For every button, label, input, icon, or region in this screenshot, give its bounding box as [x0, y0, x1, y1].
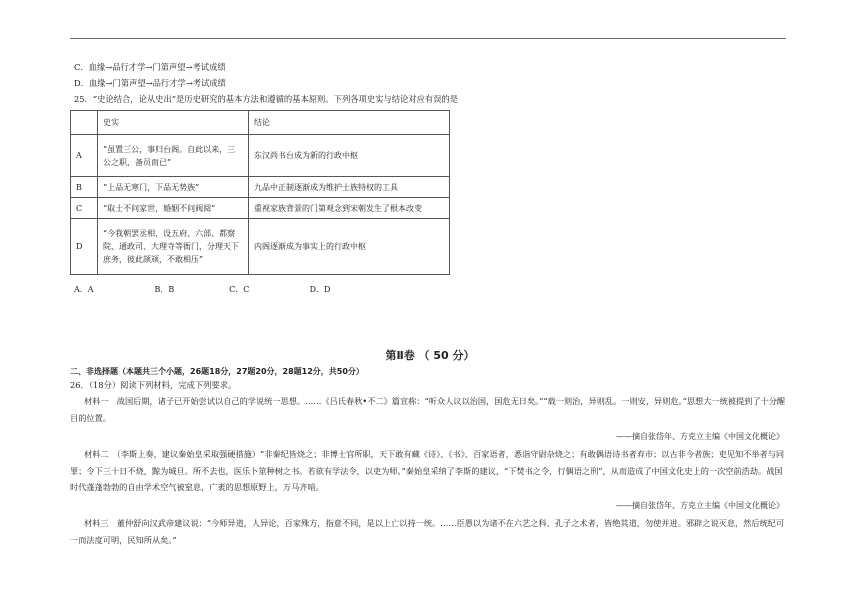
table-row: [71, 198, 450, 219]
table-row: [71, 177, 450, 198]
material-1-source: ——摘自张岱年、方克立主编《中国文化概论》: [616, 432, 784, 441]
answer-a: A．A: [74, 285, 94, 294]
option-c: C．血缘→品行才学→门第声望→考试成绩: [74, 62, 226, 72]
table-header-cell: [71, 111, 98, 135]
row-label: B: [71, 177, 98, 198]
question-25-table: [70, 110, 450, 275]
answer-c: C．C: [229, 285, 250, 294]
table-row: [71, 219, 450, 275]
answer-choices: [74, 284, 330, 295]
section-heading: 二、非选择题（本题共三个小题，26题18分，27题20分，28题12分，共50分）: [70, 367, 364, 376]
table-row: [71, 135, 450, 177]
header-rule: [70, 38, 786, 39]
material-2: 材料二 （李斯上奏，建议秦始皇采取强硬措施）“非秦纪皆烧之；非博士官所职，天下敢有藏《诗》、《书》、百家语者，悉诣守尉杂烧之；有敢偶语诗书者弃市；以古非今者族；吏见知不举者与同罪；令下三十日不烧，黥为城旦。所不去也，医乐卜筮种树之书。若欲有学法令，以吏为师。”秦始皇采纳了李斯的建议，“下焚书之令，行偶语之刑”，从而造成了中国文化史上的一次空前浩劫。战国时代蓬蓬勃勃的自由学术空气被窒息，广袤的思想原野上，万马齐喑。: [70, 449, 785, 492]
option-d: D．血缘→门第声望→品行才学→考试成绩: [74, 78, 226, 88]
row-conclusion: 九品中正制逐渐成为维护士族特权的工具: [249, 177, 450, 198]
section-title: 第Ⅱ卷 （ 50 分）: [385, 349, 475, 362]
material-2-source: ——摘自张岱年、方克立主编《中国文化概论》: [616, 501, 784, 510]
table-header-cell: 结论: [249, 111, 450, 135]
row-fact: “上品无寒门，下品无势族”: [98, 177, 249, 198]
row-conclusion: 内阁逐渐成为事实上的行政中枢: [249, 219, 450, 275]
row-label: D: [71, 219, 98, 275]
row-label: C: [71, 198, 98, 219]
material-1: 材料一 战国后期，诸子已开始尝试以自己的学说统一思想。……《吕氏春秋•不二》篇宣称：“听众人议以治国，国危无日矣。”“载一则治，异则乱。一则安，异则危。”思想大一统被提到了十分醒目的位置。: [70, 396, 786, 423]
row-fact: “虽置三公，事归台阁。自此以来，三公之职，备员而已”: [98, 135, 249, 177]
table-header-row: [71, 111, 450, 135]
question-26-stem: 26．（18分）阅读下列材料，完成下列要求。: [70, 380, 237, 390]
material-3: 材料三 董仲舒向汉武帝建议说：“今师异道，人异论，百家殊方，指意不同，是以上亡以持一统。……臣愚以为诸不在六艺之科、孔子之术者，皆绝其道，勿使并进。邪辟之说灭息，然后统纪可一而法度可明，民知所从矣。”: [70, 518, 785, 545]
row-conclusion: 重视家族背景的门第观念到宋朝发生了根本改变: [249, 198, 450, 219]
answer-d: D．D: [309, 285, 331, 294]
table-header-cell: 史实: [98, 111, 249, 135]
row-conclusion: 东汉尚书台成为新的行政中枢: [249, 135, 450, 177]
answer-b: B．B: [154, 285, 175, 294]
row-label: A: [71, 135, 98, 177]
row-fact: “取士不问家世，婚姻不问阀阅”: [98, 198, 249, 219]
question-25-stem: 25．“史论结合，论从史出”是历史研究的基本方法和遵循的基本原则。下列各项史实与结论对应有误的是: [74, 94, 459, 104]
row-fact: “今我朝罢丞相，设五府、六部、都察院、通政司、大理寺等衙门，分理天下庶务，彼此颉颃，不敢相压”: [98, 219, 249, 275]
